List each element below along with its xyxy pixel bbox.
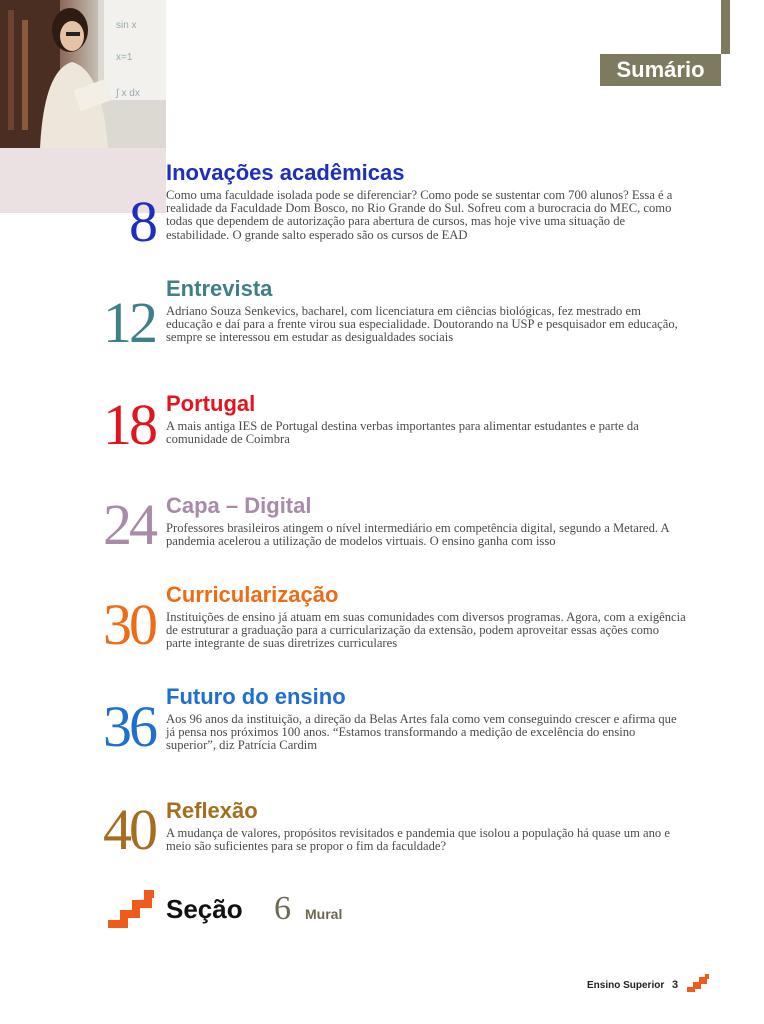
toc-title: Futuro do ensino bbox=[166, 684, 346, 709]
corner-accent bbox=[721, 0, 730, 54]
page-title: Sumário bbox=[600, 54, 721, 86]
toc-description: Adriano Souza Senkevics, bacharel, com licenciatura em ciências biológicas, fez mestrado em educação e daí para a frente virou sua especialidade. Doutorando na USP e pesquisador em educação, sempre se interessou em estudar as desigualdades sociais bbox=[166, 304, 678, 345]
footer-page-number: 3 bbox=[672, 979, 679, 991]
section-name[interactable]: Mural bbox=[305, 906, 343, 922]
toc-title: Capa – Digital bbox=[166, 493, 312, 518]
toc-page-number: 24 bbox=[103, 492, 155, 557]
section-label: Seção bbox=[166, 894, 243, 924]
teacher-photo-illustration bbox=[0, 0, 166, 148]
toc-title: Inovações acadêmicas bbox=[166, 160, 405, 185]
staircase-icon bbox=[108, 890, 154, 928]
footer-publication: Ensino Superior bbox=[587, 980, 665, 991]
staircase-icon bbox=[687, 974, 709, 992]
toc-description: A mais antiga IES de Portugal destina verbas importantes para alimentar estudantes e parte da comunidade de Coimbra bbox=[166, 419, 639, 447]
toc-page-number: 40 bbox=[103, 797, 155, 862]
toc-page-number: 18 bbox=[103, 392, 155, 457]
svg-text:sin x: sin x bbox=[116, 20, 137, 31]
toc-title: Curricularização bbox=[166, 582, 339, 607]
toc-description: Instituições de ensino já atuam em suas comunidades com diversos programas. Agora, com a exigência de estruturar a graduação para a curricularização da extensão, podem aproveitar essas ações como parte integrante de suas diretrizes curriculares bbox=[166, 610, 686, 651]
header-photo bbox=[0, 0, 166, 148]
toc-description: A mudança de valores, propósitos revisitados e pandemia que isolou a população há quase um ano e meio são suficientes para se propor o fim da faculdade? bbox=[166, 826, 670, 854]
svg-text:∫ x dx: ∫ x dx bbox=[116, 88, 140, 99]
toc-page-number: 12 bbox=[103, 290, 155, 355]
section-page-number[interactable]: 6 bbox=[274, 890, 291, 927]
toc-page-number: 8 bbox=[129, 189, 155, 254]
toc-title: Entrevista bbox=[166, 276, 273, 301]
toc-description: Como uma faculdade isolada pode se diferenciar? Como pode se sustentar com 700 alunos? Essa é a realidade da Faculdade Dom Bosco, no Rio Grande do Sul. Sofreu com a burocracia do MEC, como todas que dependem de autorização para abertura de cursos, mas hoje vive uma situação de estabilidade. O grande salto esperado são os cursos de EAD bbox=[166, 188, 673, 242]
toc-page-number: 36 bbox=[103, 694, 155, 759]
toc-title: Portugal bbox=[166, 391, 256, 416]
toc-title: Reflexão bbox=[166, 798, 258, 823]
svg-text:x=1: x=1 bbox=[116, 52, 133, 63]
toc-description: Aos 96 anos da instituição, a direção da Belas Artes fala como vem conseguindo crescer e afirma que já pensa nos próximos 100 anos. “Estamos transformando a medição de excelência do ensino superior”, diz Patrícia Cardim bbox=[166, 712, 677, 753]
toc-description: Professores brasileiros atingem o nível intermediário em competência digital, segundo a Metared. A pandemia acelerou a utilização de modelos virtuais. O ensino ganha com isso bbox=[166, 521, 669, 549]
toc-page-number: 30 bbox=[103, 592, 155, 657]
